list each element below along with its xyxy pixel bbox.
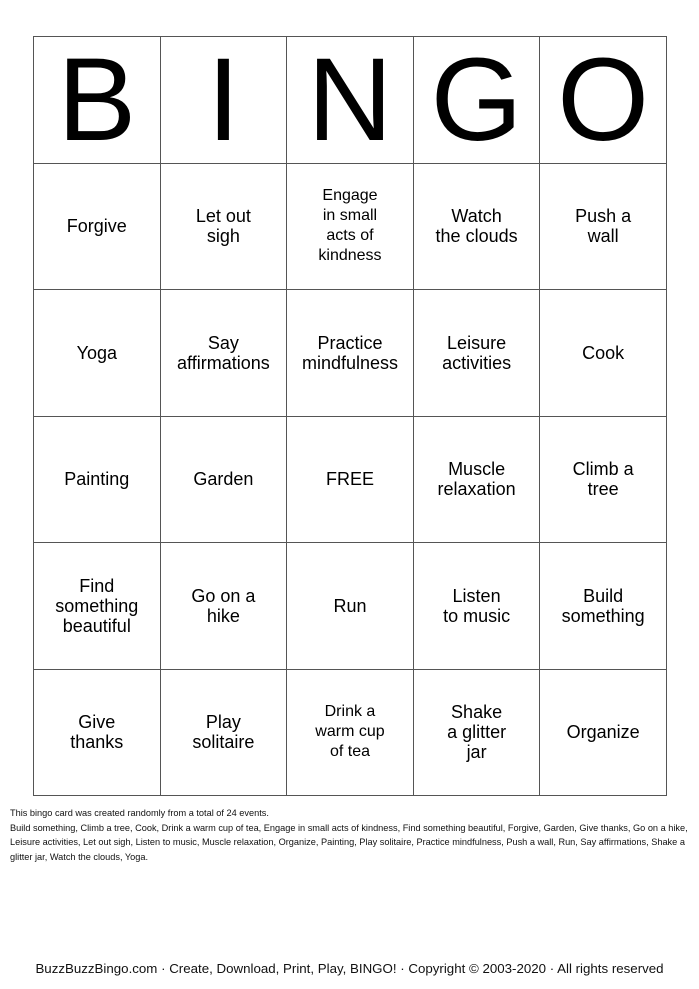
cell-text: FREE <box>325 469 374 490</box>
cell-text: Leisure activities <box>442 332 512 373</box>
bingo-card <box>33 33 667 796</box>
bingo-cell <box>287 543 414 670</box>
cell-text: Organize <box>566 722 640 743</box>
card-summary: This bingo card was created randomly from a total of 24 events. <box>10 808 269 818</box>
cell-text: Drink a warm cup of tea <box>315 703 385 761</box>
cell-text: Say affirmations <box>177 332 270 373</box>
card-info <box>10 806 692 864</box>
bingo-cell <box>34 416 161 543</box>
footer-copyright: BuzzBuzzBingo.com · Create, Download, Print, Play, BINGO! · Copyright © 2003-2020 · All rights reserved <box>35 961 664 976</box>
cell-text: Climb a tree <box>572 459 634 500</box>
bingo-cell <box>540 163 667 290</box>
bingo-cell <box>34 290 161 417</box>
header-letter-b: B <box>34 37 161 164</box>
bingo-cell <box>540 290 667 417</box>
cell-text: Yoga <box>76 342 117 363</box>
cell-text: Let out sigh <box>195 206 251 247</box>
bingo-cell <box>413 543 540 670</box>
bingo-cell <box>160 543 287 670</box>
cell-text: Muscle relaxation <box>437 459 516 500</box>
cell-text: Cook <box>582 342 625 363</box>
cell-text: Go on a hike <box>191 585 256 626</box>
bingo-cell <box>287 669 414 796</box>
bingo-cell <box>160 669 287 796</box>
cell-text: Engage in small acts of kindness <box>318 187 382 265</box>
cell-text: Watch the clouds <box>435 206 518 247</box>
bingo-cell <box>413 290 540 417</box>
cell-text: Practice mindfulness <box>301 332 398 373</box>
bingo-row <box>34 669 667 796</box>
cell-text: Run <box>333 595 367 616</box>
header-letter-g: G <box>413 37 540 164</box>
cell-text: Listen to music <box>443 585 511 626</box>
cell-text: Painting <box>64 469 130 490</box>
cell-text: Give thanks <box>70 712 124 753</box>
bingo-row <box>34 290 667 417</box>
cell-text: Find something beautiful <box>55 575 139 636</box>
cell-text: Forgive <box>66 216 127 237</box>
bingo-cell <box>540 543 667 670</box>
bingo-cell <box>540 416 667 543</box>
bingo-cell <box>34 163 161 290</box>
bingo-cell <box>160 290 287 417</box>
bingo-row <box>34 163 667 290</box>
bingo-cell <box>160 163 287 290</box>
cell-text: Push a wall <box>575 206 632 247</box>
bingo-header-row <box>34 37 667 164</box>
bingo-cell <box>34 543 161 670</box>
bingo-cell <box>160 416 287 543</box>
cell-text: Shake a glitter jar <box>447 702 507 763</box>
cell-text: Build something <box>561 585 645 626</box>
event-list: Build something, Climb a tree, Cook, Drink a warm cup of tea, Engage in small acts of kindness, Find something beautiful, Forgive, Garden, Give thanks, Go on a hike, Leisure activities, Let out sigh, Listen to music, Muscle relaxation, Organize, Painting, Play solitaire, Practice mindfulness, Push a wall, Run, Say affirmations, Shake a glitter jar, Watch the clouds, Yoga. <box>10 822 688 862</box>
bingo-cell <box>540 669 667 796</box>
cell-text: Garden <box>193 469 254 490</box>
header-letter-o: O <box>540 37 667 164</box>
bingo-cell <box>34 669 161 796</box>
bingo-cell <box>413 669 540 796</box>
bingo-cell <box>287 163 414 290</box>
bingo-cell <box>287 290 414 417</box>
free-cell <box>287 416 414 543</box>
header-letter-i: I <box>160 37 287 164</box>
header-letter-n: N <box>287 37 414 164</box>
bingo-row <box>34 416 667 543</box>
bingo-cell <box>413 416 540 543</box>
cell-text: Play solitaire <box>192 712 255 753</box>
bingo-row <box>34 543 667 670</box>
bingo-cell <box>413 163 540 290</box>
